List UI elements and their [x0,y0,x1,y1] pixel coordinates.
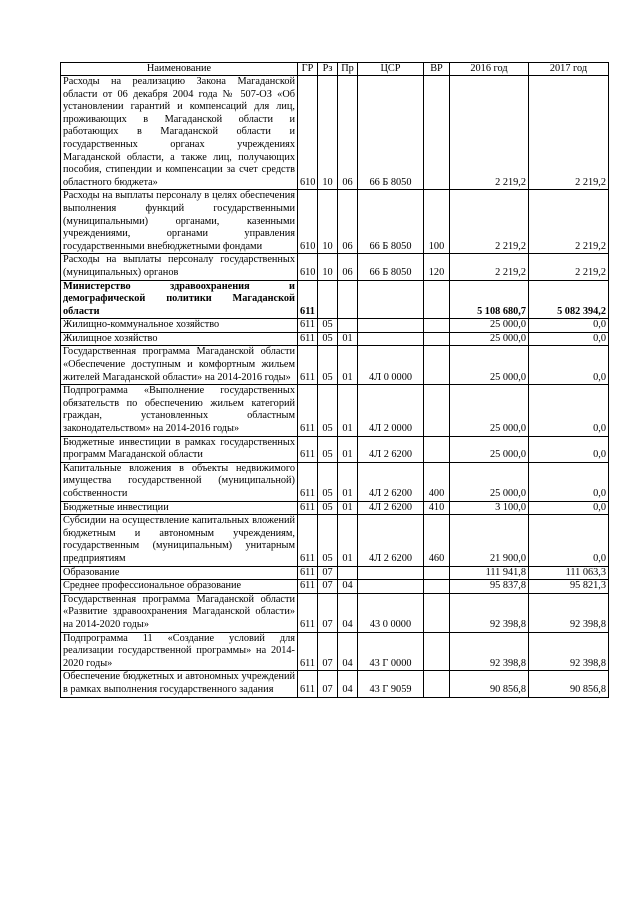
cell-vr [424,346,450,385]
cell-y2017: 2 219,2 [529,190,609,254]
cell-pr [338,319,358,333]
table-row [61,319,609,333]
table-row [61,566,609,580]
cell-y2017: 0,0 [529,319,609,333]
cell-name: Капитальные вложения в объекты недвижимого имущества государственной (муниципальной) собственности [61,462,298,501]
cell-y2017: 0,0 [529,332,609,346]
cell-y2016: 3 100,0 [450,501,529,515]
cell-gr: 611 [298,593,318,632]
table-row [61,436,609,462]
cell-gr: 610 [298,76,318,190]
cell-gr: 611 [298,515,318,566]
cell-y2016: 5 108 680,7 [450,280,529,319]
cell-csr [358,280,424,319]
header-pr: Пр [338,63,358,76]
header-vr: ВР [424,63,450,76]
cell-rz: 07 [318,566,338,580]
cell-vr: 120 [424,254,450,280]
table-row [61,190,609,254]
cell-y2016: 92 398,8 [450,632,529,671]
cell-name: Жилищно-коммунальное хозяйство [61,319,298,333]
cell-vr [424,319,450,333]
cell-y2017: 5 082 394,2 [529,280,609,319]
cell-y2016: 25 000,0 [450,332,529,346]
cell-vr [424,671,450,697]
cell-rz: 05 [318,515,338,566]
cell-pr: 01 [338,436,358,462]
cell-y2016: 111 941,8 [450,566,529,580]
cell-rz [318,280,338,319]
cell-pr: 04 [338,580,358,594]
header-2016: 2016 год [450,63,529,76]
cell-pr: 01 [338,515,358,566]
table-row [61,501,609,515]
cell-pr: 04 [338,671,358,697]
cell-vr [424,566,450,580]
header-rz: Рз [318,63,338,76]
cell-rz: 07 [318,580,338,594]
cell-rz: 10 [318,190,338,254]
cell-pr [338,280,358,319]
cell-vr [424,280,450,319]
cell-vr [424,436,450,462]
header-row [61,63,609,76]
header-csr: ЦСР [358,63,424,76]
cell-gr: 611 [298,280,318,319]
header-name: Наименование [61,63,298,76]
cell-gr: 611 [298,566,318,580]
cell-y2016: 25 000,0 [450,436,529,462]
cell-vr [424,580,450,594]
cell-rz: 05 [318,436,338,462]
cell-y2016: 25 000,0 [450,346,529,385]
cell-y2017: 0,0 [529,385,609,436]
cell-name: Министерство здравоохранения и демографической политики Магаданской области [61,280,298,319]
cell-y2017: 95 821,3 [529,580,609,594]
table-row [61,76,609,190]
cell-y2017: 92 398,8 [529,632,609,671]
cell-gr: 611 [298,436,318,462]
cell-csr: 4Л 2 0000 [358,385,424,436]
cell-csr: 43 Г 9059 [358,671,424,697]
cell-rz: 05 [318,319,338,333]
cell-csr: 4Л 2 6200 [358,436,424,462]
cell-gr: 610 [298,190,318,254]
cell-name: Субсидии на осуществление капитальных вложений бюджетным и автономным учреждениям, государственным (муниципальным) унитарным предприятиям [61,515,298,566]
cell-vr: 410 [424,501,450,515]
cell-gr: 611 [298,671,318,697]
cell-pr: 01 [338,332,358,346]
cell-pr: 06 [338,76,358,190]
cell-gr: 611 [298,385,318,436]
cell-name: Бюджетные инвестиции [61,501,298,515]
cell-rz: 05 [318,332,338,346]
cell-y2017: 2 219,2 [529,76,609,190]
cell-gr: 611 [298,319,318,333]
cell-gr: 611 [298,501,318,515]
cell-csr: 66 Б 8050 [358,254,424,280]
cell-rz: 07 [318,593,338,632]
cell-csr [358,566,424,580]
cell-rz: 10 [318,254,338,280]
table-row [61,580,609,594]
cell-vr [424,332,450,346]
cell-vr [424,385,450,436]
cell-vr: 100 [424,190,450,254]
cell-pr: 06 [338,254,358,280]
cell-name: Государственная программа Магаданской области «Развитие здравоохранения Магаданской области» на 2014-2020 годы» [61,593,298,632]
cell-y2017: 92 398,8 [529,593,609,632]
cell-y2016: 25 000,0 [450,385,529,436]
cell-pr: 01 [338,462,358,501]
cell-vr: 400 [424,462,450,501]
cell-rz: 05 [318,501,338,515]
cell-gr: 611 [298,580,318,594]
cell-csr: 66 Б 8050 [358,76,424,190]
cell-rz: 07 [318,632,338,671]
cell-pr: 01 [338,385,358,436]
table-row [61,346,609,385]
cell-y2016: 21 900,0 [450,515,529,566]
cell-name: Подпрограмма 11 «Создание условий для реализации государственной программы» на 2014-2020 годы» [61,632,298,671]
cell-gr: 611 [298,632,318,671]
cell-y2016: 25 000,0 [450,462,529,501]
cell-pr: 01 [338,346,358,385]
cell-pr: 01 [338,501,358,515]
cell-csr: 4Л 2 6200 [358,515,424,566]
cell-y2017: 2 219,2 [529,254,609,280]
cell-y2016: 92 398,8 [450,593,529,632]
table-row [61,332,609,346]
cell-y2016: 90 856,8 [450,671,529,697]
table-row [61,515,609,566]
table-row [61,385,609,436]
cell-name: Государственная программа Магаданской области «Обеспечение доступным и комфортным жильем жителей Магаданской области» на 2014-2016 годы» [61,346,298,385]
table-row [61,632,609,671]
cell-y2017: 90 856,8 [529,671,609,697]
cell-name: Среднее профессиональное образование [61,580,298,594]
cell-name: Образование [61,566,298,580]
cell-name: Обеспечение бюджетных и автономных учреждений в рамках выполнения государственного задания [61,671,298,697]
cell-gr: 611 [298,332,318,346]
cell-rz: 05 [318,346,338,385]
cell-y2017: 0,0 [529,501,609,515]
cell-pr: 04 [338,593,358,632]
cell-y2017: 0,0 [529,515,609,566]
cell-y2016: 25 000,0 [450,319,529,333]
table-row [61,671,609,697]
cell-name: Расходы на реализацию Закона Магаданской области от 06 декабря 2004 года № 507-ОЗ «Об установлении гарантий и компенсаций для лиц, проживающих в Магаданской области и работающих в Магаданской области и государственных органах учреждениях Магаданской области, а также лиц, получающих пособия, стипендии и компенсации за счет средств областного бюджета» [61,76,298,190]
header-gr: ГР [298,63,318,76]
cell-vr [424,76,450,190]
cell-vr [424,632,450,671]
table-row [61,462,609,501]
cell-csr: 66 Б 8050 [358,190,424,254]
cell-pr: 06 [338,190,358,254]
cell-y2017: 0,0 [529,436,609,462]
cell-y2016: 2 219,2 [450,76,529,190]
header-2017: 2017 год [529,63,609,76]
cell-y2016: 2 219,2 [450,254,529,280]
table-row [61,254,609,280]
cell-y2017: 111 063,3 [529,566,609,580]
cell-csr: 4Л 2 6200 [358,501,424,515]
cell-name: Подпрограмма «Выполнение государственных обязательств по обеспечению жильем категорий граждан, установленных областным законодательством» на 2014-2016 годы» [61,385,298,436]
cell-csr: 4Л 2 6200 [358,462,424,501]
table-row [61,593,609,632]
cell-rz: 05 [318,385,338,436]
cell-y2016: 95 837,8 [450,580,529,594]
cell-vr: 460 [424,515,450,566]
cell-rz: 07 [318,671,338,697]
cell-name: Расходы на выплаты персоналу в целях обеспечения выполнения функций государственными (муниципальными) органами, казенными учреждениями, органами управления государственными внебюджетными фондами [61,190,298,254]
cell-y2017: 0,0 [529,462,609,501]
cell-rz: 10 [318,76,338,190]
cell-gr: 611 [298,462,318,501]
cell-gr: 611 [298,346,318,385]
cell-pr: 04 [338,632,358,671]
cell-csr [358,332,424,346]
table-row [61,280,609,319]
budget-table [60,62,609,698]
cell-gr: 610 [298,254,318,280]
cell-name: Жилищное хозяйство [61,332,298,346]
cell-y2016: 2 219,2 [450,190,529,254]
cell-rz: 05 [318,462,338,501]
cell-csr [358,319,424,333]
cell-csr: 43 0 0000 [358,593,424,632]
cell-pr [338,566,358,580]
cell-vr [424,593,450,632]
cell-csr: 4Л 0 0000 [358,346,424,385]
cell-name: Расходы на выплаты персоналу государственных (муниципальных) органов [61,254,298,280]
cell-csr [358,580,424,594]
cell-name: Бюджетные инвестиции в рамках государственных программ Магаданской области [61,436,298,462]
cell-csr: 43 Г 0000 [358,632,424,671]
cell-y2017: 0,0 [529,346,609,385]
